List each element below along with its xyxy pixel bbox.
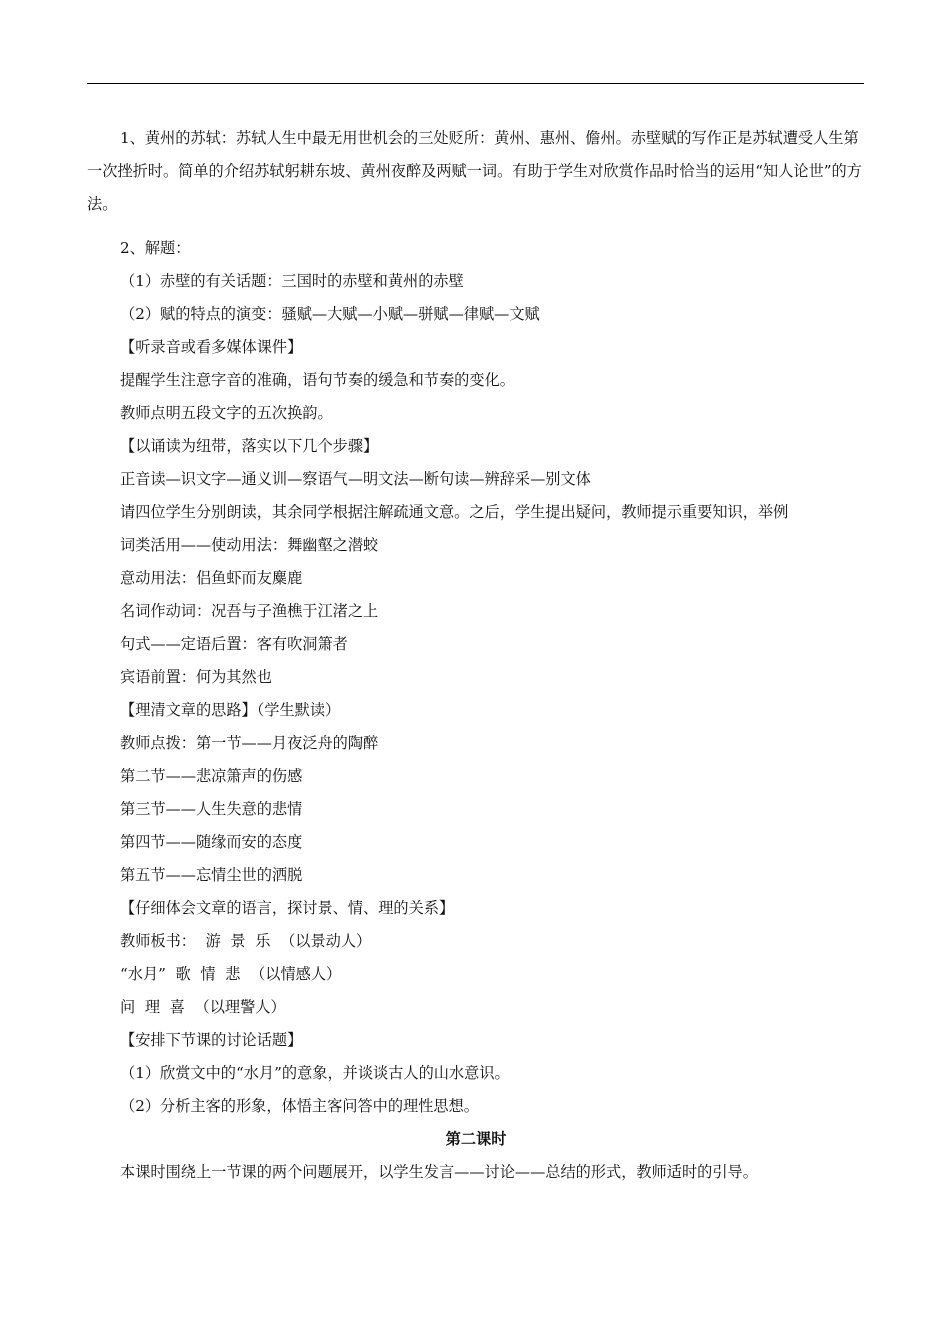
heading-language-study: 【仔细体会文章的语言，探讨景、情、理的关系】 (120, 899, 455, 917)
paragraph-board-writing-1: 教师板书： 游 景 乐 （以景动人） (120, 932, 372, 950)
paragraph-rhyme-changes: 教师点明五段文字的五次换韵。 (120, 404, 333, 422)
paragraph-causative-usage: 词类活用——使动用法：舞幽壑之潜蛟 (120, 536, 379, 554)
paragraph-huangzhou-sushi: 1、黄州的苏轼：苏轼人生中最无用世机会的三处贬所：黄州、惠州、儋州。赤壁赋的写作正是苏轼遭受人生第一次挫折时。简单的介绍苏轼躬耕东坡、黄州夜醉及两赋一词。有助于学生对欣赏作品时恰当的运用“知人论世”的方法。 (87, 129, 862, 213)
paragraph-jieti: 2、解题： (120, 239, 191, 257)
paragraph-second-lesson: 本课时围绕上一节课的两个问题展开，以学生发言——讨论——总结的形式，教师适时的引导。 (120, 1163, 758, 1181)
paragraph-noun-as-verb: 名词作动词：况吾与子渔樵于江渚之上 (120, 602, 379, 620)
paragraph-four-students: 请四位学生分别朗读，其余同学根据注解疏通文意。之后，学生提出疑问，教师提示重要知识，举例 (120, 503, 789, 521)
paragraph-board-writing-2: “水月” 歌 情 悲 （以情感人） (120, 965, 342, 983)
paragraph-reading-steps: 正音读—识文字—通义训—察语气—明文法—断句读—辨辞采—别文体 (120, 470, 591, 488)
paragraph-section-four: 第四节——随缘而安的态度 (120, 833, 303, 851)
header-rule (87, 83, 864, 84)
heading-clarify-thinking: 【理清文章的思路】（学生默读） (120, 701, 341, 719)
paragraph-putative-usage: 意动用法：侣鱼虾而友麋鹿 (120, 569, 303, 587)
paragraph-section-five: 第五节——忘情尘世的洒脱 (120, 866, 303, 884)
section-title-second-lesson: 第二课时 (445, 1130, 507, 1148)
paragraph-section-one: 教师点拨：第一节——月夜泛舟的陶醉 (120, 734, 379, 752)
heading-listen-recording: 【听录音或看多媒体课件】 (120, 338, 303, 356)
heading-next-topics: 【安排下节课的讨论话题】 (120, 1031, 303, 1049)
paragraph-object-preposing: 宾语前置：何为其然也 (120, 668, 272, 686)
paragraph-topic-two: （2）分析主客的形象，体悟主客问答中的理性思想。 (120, 1097, 479, 1115)
paragraph-topic-one: （1）欣赏文中的“水月”的意象，并谈谈古人的山水意识。 (120, 1064, 510, 1082)
paragraph-section-two: 第二节——悲凉箫声的伤感 (120, 767, 303, 785)
paragraph-fu-evolution: （2）赋的特点的演变：骚赋—大赋—小赋—骈赋—律赋—文赋 (120, 305, 540, 323)
paragraph-postpositive-attributive: 句式——定语后置：客有吹洞箫者 (120, 635, 348, 653)
heading-recitation-steps: 【以诵读为纽带，落实以下几个步骤】 (120, 437, 379, 455)
paragraph-chibi-topic: （1）赤壁的有关话题：三国时的赤壁和黄州的赤壁 (120, 272, 464, 290)
paragraph-board-writing-3: 问 理 喜 （以理警人） (120, 998, 286, 1016)
paragraph-remind-students: 提醒学生注意字音的准确，语句节奏的缓急和节奏的变化。 (120, 371, 515, 389)
paragraph-section-three: 第三节——人生失意的悲情 (120, 800, 303, 818)
